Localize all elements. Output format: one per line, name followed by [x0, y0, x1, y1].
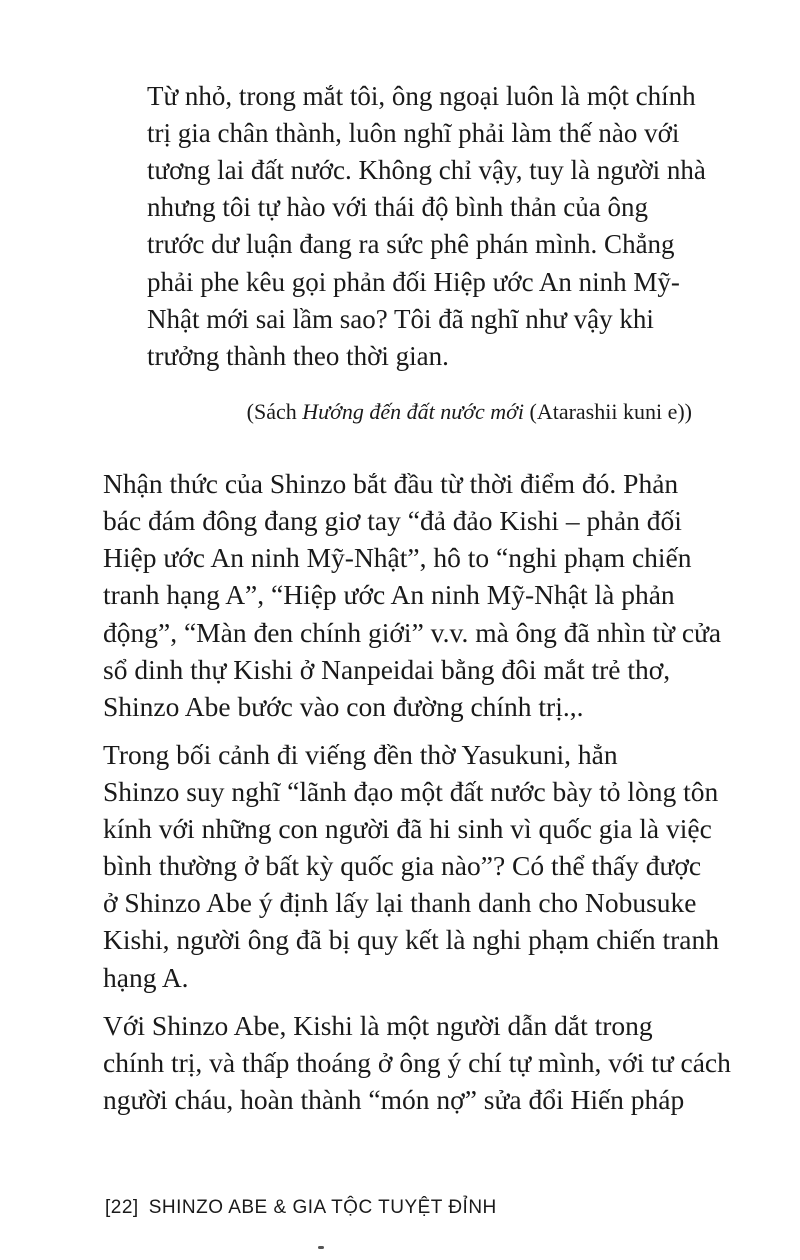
body-line: chính trị, và thấp thoáng ở ông ý chí tự mình, với tư cách [103, 1047, 731, 1078]
body-line: Trong bối cảnh đi viếng đền thờ Yasukuni, hẳn [103, 739, 618, 770]
source-suffix: (Atarashii kuni e)) [524, 399, 692, 424]
body-line: ở Shinzo Abe ý định lấy lại thanh danh cho Nobusuke [103, 887, 697, 918]
quote-line: trước dư luận đang ra sức phê phán mình. Chẳng [147, 229, 675, 259]
body-line: động”, “Màn đen chính giới” v.v. mà ông đã nhìn từ cửa [103, 617, 722, 648]
body-line: sổ dinh thự Kishi ở Nanpeidai bằng đôi mắt trẻ thơ, [103, 654, 671, 685]
quote-line: nhưng tôi tự hào với thái độ bình thản của ông [147, 192, 648, 222]
quote-source [247, 397, 692, 427]
body-line: Nhận thức của Shinzo bắt đầu từ thời điểm đó. Phản [103, 468, 679, 499]
quote-line: Từ nhỏ, trong mắt tôi, ông ngoại luôn là một chính [147, 81, 696, 111]
quote-line: Nhật mới sai lầm sao? Tôi đã nghĩ như vậy khi [147, 304, 654, 334]
running-title: SHINZO ABE & GIA TỘC TUYỆT ĐỈNH [148, 1197, 497, 1218]
body-line: Hiệp ước An ninh Mỹ-Nhật”, hô to “nghi phạm chiến [103, 542, 692, 573]
source-title: Hướng đến đất nước mới [302, 399, 524, 424]
quote-line: trị gia chân thành, luôn nghĩ phải làm thế nào với [147, 118, 680, 148]
body-line: Shinzo Abe bước vào con đường chính trị.,. [103, 691, 584, 722]
quote-line: phải phe kêu gọi phản đối Hiệp ước An ninh Mỹ- [147, 267, 680, 297]
page-footer [105, 1197, 497, 1219]
body-line: tranh hạng A”, “Hiệp ước An ninh Mỹ-Nhật là phản [103, 579, 675, 610]
body-line: Shinzo suy nghĩ “lãnh đạo một đất nước bày tỏ lòng tôn [103, 776, 719, 807]
quote-line: tương lai đất nước. Không chỉ vậy, tuy là người nhà [147, 155, 706, 185]
body-line: bình thường ở bất kỳ quốc gia nào”? Có thể thấy được [103, 850, 702, 881]
print-mark [318, 1246, 324, 1249]
page-number: [22] [105, 1197, 139, 1218]
body-line: bác đám đông đang giơ tay “đả đảo Kishi – phản đối [103, 505, 682, 536]
body-line: người cháu, hoàn thành “món nợ” sửa đổi Hiến pháp [103, 1084, 685, 1115]
body-line: kính với những con người đã hi sinh vì quốc gia là việc [103, 813, 712, 844]
source-prefix: (Sách [246, 399, 303, 424]
body-line: Kishi, người ông đã bị quy kết là nghi phạm chiến tranh [103, 924, 720, 955]
body-line: Với Shinzo Abe, Kishi là một người dẫn dắt trong [103, 1010, 653, 1041]
quote-line: trưởng thành theo thời gian. [147, 341, 449, 371]
body-line: hạng A. [103, 962, 189, 993]
